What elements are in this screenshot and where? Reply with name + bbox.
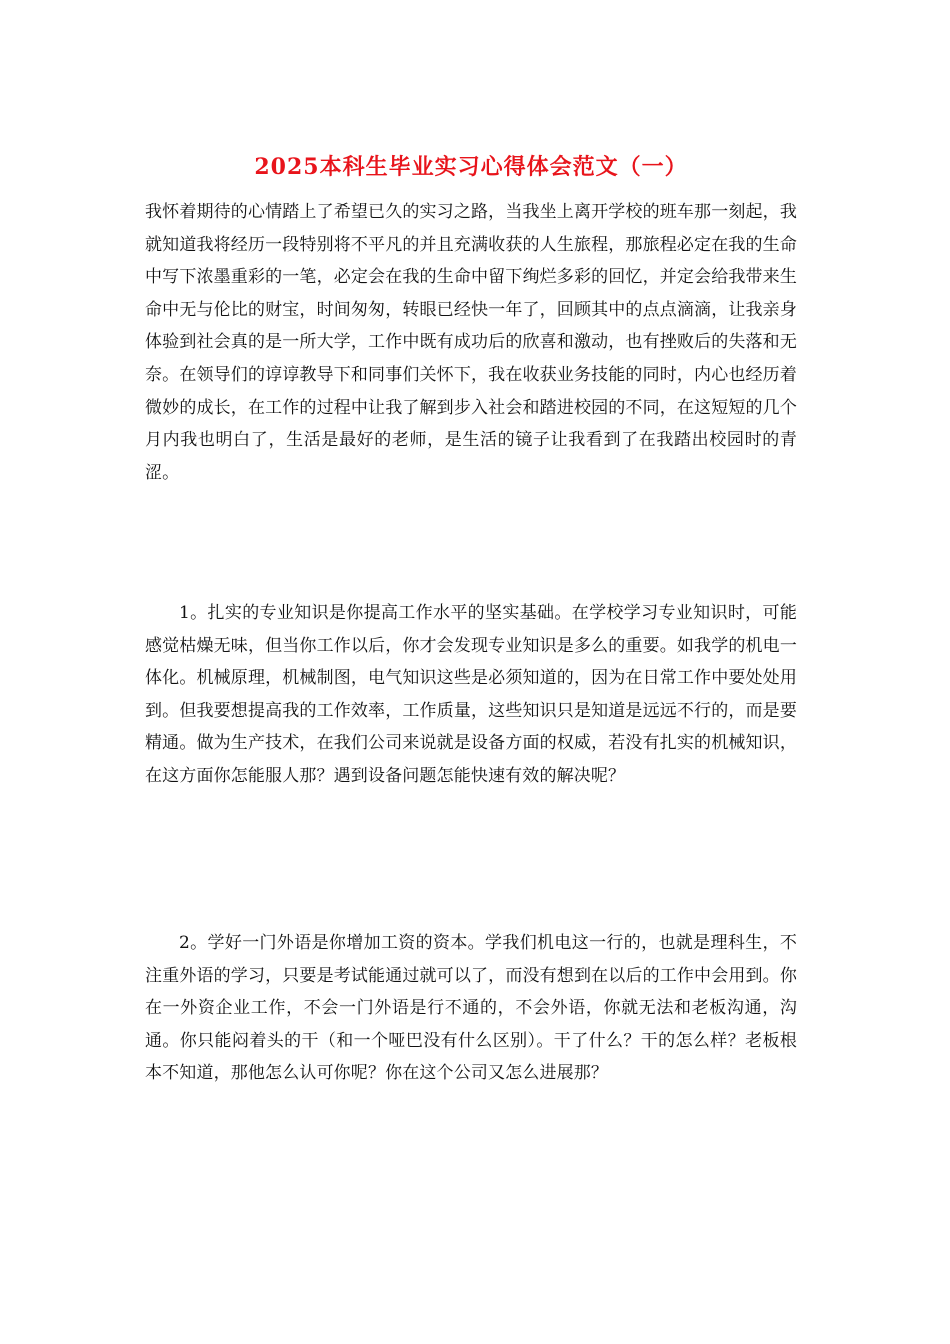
intro-paragraph: 我怀着期待的心情踏上了希望已久的实习之路，当我坐上离开学校的班车那一刻起，我就知道我将经历一段特别将不平凡的并且充满收获的人生旅程，那旅程必定在我的生命中写下浓墨重彩的一笔，必定会在我的生命中留下绚烂多彩的回忆，并定会给我带来生命中无与伦比的财宝，时间匆匆，转眼已经快一年了，回顾其中的点点滴滴，让我亲身体验到社会真的是一所大学，工作中既有成功后的欣喜和激动，也有挫败后的失落和无奈。在领导们的谆谆教导下和同事们关怀下，我在收获业务技能的同时，内心也经历着微妙的成长，在工作的过程中让我了解到步入社会和踏进校园的不同，在这短短的几个月内我也明白了，生活是最好的老师，是生活的镜子让我看到了在我踏出校园时的青涩。 [145,202,797,483]
point-2-paragraph: 2。学好一门外语是你增加工资的资本。学我们机电这一行的，也就是理科生，不注重外语的学习，只要是考试能通过就可以了，而没有想到在以后的工作中会用到。你在一外资企业工作，不会一门外语是行不通的，不会外语，你就无法和老板沟通，沟通。你只能闷着头的干（和一个哑巴没有什么区别）。干了什么？干的怎么样？老板根本不知道，那他怎么认可你呢？你在这个公司又怎么进展那？ [145,933,797,1084]
point-1-paragraph: 1。扎实的专业知识是你提高工作水平的坚实基础。在学校学习专业知识时，可能感觉枯燥无味，但当你工作以后，你才会发现专业知识是多么的重要。如我学的机电一体化。机械原理，机械制图，电气知识这些是必须知道的，因为在日常工作中要处处用到。但我要想提高我的工作效率，工作质量，这些知识只是知道是远远不行的，而是要精通。做为生产技术，在我们公司来说就是设备方面的权威，若没有扎实的机械知识，在这方面你怎能服人那？遇到设备问题怎能快速有效的解决呢？ [145,603,797,786]
document-title: 2025本科生毕业实习心得体会范文（一） [254,154,688,180]
